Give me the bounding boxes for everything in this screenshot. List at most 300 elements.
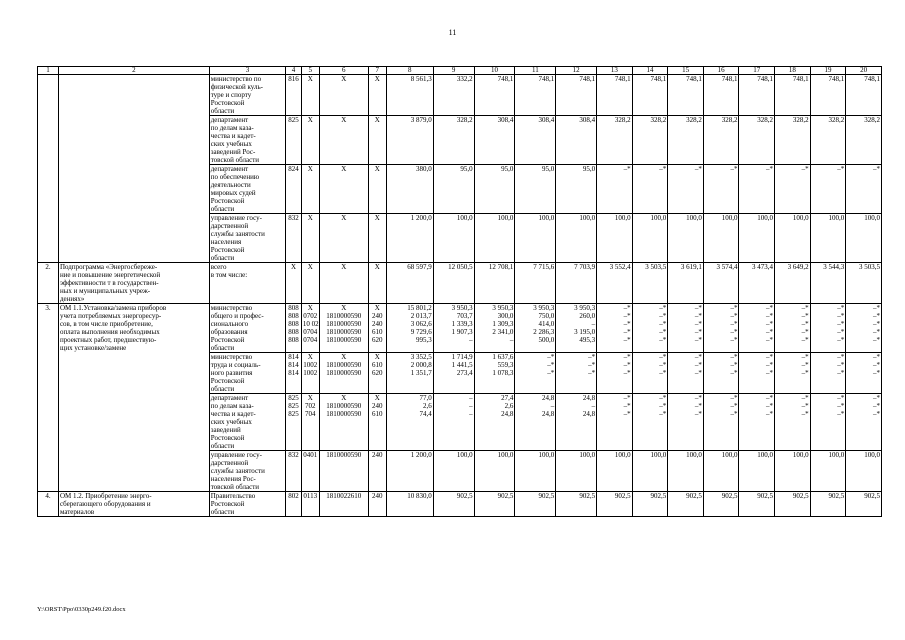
grbs-code-cell <box>286 394 302 451</box>
amount-cell <box>433 304 474 353</box>
amount-value: –* <box>801 320 809 328</box>
target-article-cell-line: 1810000590 <box>326 451 362 459</box>
amount-value: 100,0 <box>721 451 738 459</box>
executor-line: области <box>210 344 235 352</box>
amount-value: 902,5 <box>792 492 809 500</box>
amount-value: –* <box>623 394 631 402</box>
amount-cell <box>386 304 433 353</box>
target-article-cell <box>319 394 368 451</box>
amount-value: 100,0 <box>650 451 667 459</box>
grbs-code-cell-line: 808 <box>288 336 299 344</box>
target-article-cell-line: 1810000590 <box>326 328 362 336</box>
grbs-code-cell <box>286 353 302 394</box>
amount-cell <box>810 165 846 214</box>
amount-value: –* <box>766 312 774 320</box>
amount-value: 100,0 <box>497 451 514 459</box>
amount-cell <box>703 263 739 304</box>
table-row <box>38 75 882 116</box>
measure-name-line: Подпрограмма «Энергосбереже- <box>59 263 158 271</box>
section-code-cell-line: Х <box>307 394 313 402</box>
amount-cell <box>810 263 846 304</box>
amount-value: 328,2 <box>792 116 809 124</box>
amount-cell <box>775 263 811 304</box>
amount-value: 100,0 <box>497 214 514 222</box>
amount-cell <box>668 304 704 353</box>
column-number-cell: 13 <box>597 67 633 75</box>
amount-value: –* <box>837 336 845 344</box>
amount-value: –* <box>873 336 880 344</box>
amount-value: 748,1 <box>864 75 880 83</box>
amount-cell <box>556 304 597 353</box>
amount-cell <box>515 116 556 165</box>
executor-cell <box>209 451 285 492</box>
section-code-cell <box>301 492 319 517</box>
amount-value: 12 708,1 <box>488 263 514 271</box>
amount-value: 100,0 <box>614 451 631 459</box>
amount-cell <box>668 75 704 116</box>
expense-type-cell <box>368 75 386 116</box>
amount-value: 748,1 <box>792 75 809 83</box>
table-row <box>38 304 882 353</box>
amount-value: – <box>591 320 596 328</box>
executor-line: департамент <box>210 394 249 402</box>
amount-cell <box>703 304 739 353</box>
grbs-code-cell <box>286 116 302 165</box>
amount-value: –* <box>837 304 845 312</box>
measure-name-cell <box>58 304 209 492</box>
expense-type-cell-line: Х <box>374 75 380 83</box>
amount-value: 3 552,4 <box>609 263 631 271</box>
expense-type-cell-line: Х <box>374 353 380 361</box>
amount-cell <box>632 116 668 165</box>
amount-value: – <box>469 410 473 418</box>
executor-line: области <box>210 508 235 516</box>
amount-value: 3 503,5 <box>859 263 880 271</box>
amount-value: 2 000,8 <box>410 361 432 369</box>
amount-cell <box>556 214 597 263</box>
amount-value: 100,0 <box>757 214 774 222</box>
amount-cell <box>739 353 775 394</box>
amount-value: –* <box>873 369 880 377</box>
amount-value: 902,5 <box>721 492 738 500</box>
amount-value: –* <box>694 369 702 377</box>
amount-value: 1 637,6 <box>492 353 514 361</box>
amount-cell <box>474 263 515 304</box>
measure-name-line: ных и муниципальных учреж- <box>59 287 151 295</box>
expense-type-cell-line: 610 <box>372 361 383 369</box>
amount-cell <box>632 353 668 394</box>
amount-value: 24,8 <box>542 410 555 418</box>
amount-value: 328,2 <box>686 116 702 124</box>
amount-value: –* <box>623 165 631 173</box>
grbs-code-cell <box>286 263 302 304</box>
expense-type-cell <box>368 165 386 214</box>
amount-cell <box>810 304 846 353</box>
amount-cell <box>597 451 633 492</box>
column-number-cell: 12 <box>556 67 597 75</box>
amount-value: 100,0 <box>614 214 631 222</box>
grbs-code-cell-line: 832 <box>288 451 299 459</box>
column-number-cell: 5 <box>301 67 319 75</box>
amount-cell <box>556 492 597 517</box>
amount-value: 328,2 <box>721 116 738 124</box>
amount-value: 100,0 <box>579 214 596 222</box>
amount-value: 902,5 <box>538 492 555 500</box>
amount-value: 3 879,0 <box>410 116 432 124</box>
column-number-cell: 9 <box>433 67 474 75</box>
amount-cell <box>556 116 597 165</box>
expense-type-cell-line: 610 <box>372 410 383 418</box>
target-article-cell-line: Х <box>341 304 347 312</box>
amount-value: 750,0 <box>538 312 555 320</box>
amount-value: 7 715,6 <box>533 263 555 271</box>
amount-cell <box>668 353 704 394</box>
amount-cell <box>810 394 846 451</box>
expense-type-cell-line: 620 <box>372 369 383 377</box>
amount-value: 1 078,3 <box>492 369 514 377</box>
amount-value: 328,2 <box>757 116 774 124</box>
amount-cell <box>739 116 775 165</box>
section-code-cell-line: Х <box>307 75 313 83</box>
executor-line: по делам каза- <box>210 402 254 410</box>
amount-cell <box>515 263 556 304</box>
expense-type-cell <box>368 353 386 394</box>
section-code-cell-line: 702 <box>305 402 316 410</box>
amount-value: 2 013,7 <box>410 312 432 320</box>
amount-cell <box>556 75 597 116</box>
target-article-cell-line: 1810000590 <box>326 336 362 344</box>
executor-line: дарственной <box>210 459 249 467</box>
amount-value: 273,4 <box>456 369 473 377</box>
amount-cell <box>775 451 811 492</box>
executor-line: Ростовской <box>210 99 245 107</box>
section-code-cell <box>301 75 319 116</box>
amount-value: –* <box>694 328 702 336</box>
amount-value: –* <box>694 394 702 402</box>
grbs-code-cell <box>286 451 302 492</box>
amount-value: –* <box>694 336 702 344</box>
target-article-cell-line: Х <box>341 353 347 361</box>
amount-cell <box>810 492 846 517</box>
amount-cell <box>386 492 433 517</box>
expense-type-cell-line: Х <box>374 263 380 271</box>
amount-cell <box>810 451 846 492</box>
section-code-cell <box>301 214 319 263</box>
amount-value: –* <box>873 353 880 361</box>
amount-value: 3 619,1 <box>680 263 702 271</box>
amount-cell <box>632 394 668 451</box>
amount-value: 68 597,9 <box>407 263 432 271</box>
amount-cell <box>703 214 739 263</box>
target-article-cell-line: Х <box>341 75 347 83</box>
grbs-code-cell-line: 825 <box>288 402 299 410</box>
column-number-cell: 18 <box>775 67 811 75</box>
amount-value: 414,0 <box>538 320 555 328</box>
executor-line: Ростовской <box>210 336 245 344</box>
amount-value: 902,5 <box>497 492 514 500</box>
amount-value: –* <box>730 312 738 320</box>
amount-cell <box>775 116 811 165</box>
amount-value: 24,8 <box>582 410 596 418</box>
amount-cell <box>739 75 775 116</box>
amount-value: –* <box>801 361 809 369</box>
amount-value: –* <box>547 361 555 369</box>
amount-value: 3 062,6 <box>410 320 432 328</box>
target-article-cell-line: Х <box>341 214 347 222</box>
amount-cell <box>703 75 739 116</box>
amount-value: 100,0 <box>650 214 667 222</box>
amount-cell <box>515 75 556 116</box>
amount-value: –* <box>873 328 880 336</box>
amount-value: 3 195,0 <box>574 328 596 336</box>
amount-cell <box>739 263 775 304</box>
measure-name-line: щих установке/замене <box>59 344 127 352</box>
amount-value: 902,5 <box>614 492 631 500</box>
target-article-cell-line: 1810000590 <box>326 361 362 369</box>
target-article-cell-line: Х <box>341 116 347 124</box>
expense-type-cell-line: Х <box>374 304 380 312</box>
section-code-cell-line: 0702 <box>303 312 318 320</box>
amount-value: –* <box>659 320 667 328</box>
amount-value: –* <box>837 369 845 377</box>
amount-value: –* <box>766 369 774 377</box>
amount-value: –* <box>730 369 738 377</box>
amount-value: –* <box>766 361 774 369</box>
amount-value: –* <box>766 394 774 402</box>
amount-value: 332,2 <box>456 75 473 83</box>
amount-cell <box>846 214 882 263</box>
executor-line: Правительство <box>210 492 256 500</box>
target-article-cell <box>319 451 368 492</box>
amount-cell <box>515 353 556 394</box>
amount-cell <box>433 394 474 451</box>
amount-value: 95,0 <box>501 165 514 173</box>
amount-cell <box>556 451 597 492</box>
executor-line: чества и кадет- <box>210 410 256 418</box>
amount-cell <box>474 394 515 451</box>
amount-value: –* <box>659 353 667 361</box>
amount-value: 3 950,3 <box>533 304 555 312</box>
expense-type-cell-line: 240 <box>372 451 383 459</box>
amount-cell <box>668 116 704 165</box>
amount-value: –* <box>873 304 880 312</box>
measure-name-line: ние и повышение энергетической <box>59 271 161 279</box>
amount-value: –* <box>801 402 809 410</box>
column-number-cell: 15 <box>668 67 704 75</box>
column-number-cell: 19 <box>810 67 846 75</box>
executor-line: Ростовской <box>210 434 245 442</box>
executor-cell <box>209 165 285 214</box>
amount-value: –* <box>766 320 774 328</box>
amount-value: 902,5 <box>828 492 845 500</box>
grbs-code-cell <box>286 492 302 517</box>
amount-value: 95,0 <box>582 165 596 173</box>
amount-value: –* <box>730 394 738 402</box>
executor-line: области <box>210 254 235 262</box>
measure-name-line: сберегающего оборудования и <box>59 500 151 508</box>
executor-line: общего и профес- <box>210 312 264 320</box>
amount-cell <box>668 165 704 214</box>
amount-cell <box>739 165 775 214</box>
amount-cell <box>632 492 668 517</box>
target-article-cell-line: 1810000590 <box>326 320 362 328</box>
amount-value: 3 503,5 <box>645 263 667 271</box>
executor-line: министерство по <box>210 75 262 83</box>
column-number-cell: 6 <box>319 67 368 75</box>
amount-cell <box>632 263 668 304</box>
amount-value: –* <box>588 353 596 361</box>
executor-line: сионального <box>210 320 249 328</box>
amount-cell <box>597 394 633 451</box>
amount-value: –* <box>730 361 738 369</box>
amount-value: 100,0 <box>686 451 702 459</box>
amount-value: –* <box>659 402 667 410</box>
amount-value: 328,2 <box>614 116 631 124</box>
column-number-cell: 17 <box>739 67 775 75</box>
amount-value: –* <box>694 320 702 328</box>
executor-line: ских учебных <box>210 418 252 426</box>
amount-cell <box>474 75 515 116</box>
measure-name-line: учета потребляемых энергоресур- <box>59 312 162 320</box>
grbs-code-cell-line: 825 <box>288 410 299 418</box>
amount-value: –* <box>837 353 845 361</box>
amount-value: –* <box>873 312 880 320</box>
amount-cell <box>433 214 474 263</box>
target-article-cell-line: Х <box>341 263 347 271</box>
expense-type-cell <box>368 214 386 263</box>
amount-cell <box>703 116 739 165</box>
expense-type-cell-line: 240 <box>372 320 383 328</box>
amount-cell <box>739 304 775 353</box>
amount-value: 300,0 <box>497 312 514 320</box>
measure-name-line: эффективности т в государствен- <box>59 279 159 287</box>
amount-value: 748,1 <box>650 75 667 83</box>
section-code-cell <box>301 116 319 165</box>
amount-value: 100,0 <box>721 214 738 222</box>
amount-value: –* <box>659 394 667 402</box>
amount-value: 902,5 <box>456 492 473 500</box>
amount-value: 748,1 <box>497 75 514 83</box>
executor-line: заведений <box>210 426 241 434</box>
amount-value: –* <box>694 361 702 369</box>
grbs-code-cell-line: 816 <box>288 75 299 83</box>
amount-value: 902,5 <box>579 492 596 500</box>
amount-cell <box>597 263 633 304</box>
amount-cell <box>597 75 633 116</box>
amount-cell <box>556 394 597 451</box>
amount-value: –* <box>801 328 809 336</box>
amount-value: –* <box>694 353 702 361</box>
amount-cell <box>474 304 515 353</box>
amount-cell <box>668 214 704 263</box>
amount-cell <box>846 116 882 165</box>
amount-value: – <box>469 394 473 402</box>
executor-line: ских учебных <box>210 140 252 148</box>
amount-cell <box>703 353 739 394</box>
amount-value: –* <box>694 312 702 320</box>
section-code-cell-line: Х <box>307 165 313 173</box>
amount-cell <box>386 451 433 492</box>
executor-line: по обеспечению <box>210 173 260 181</box>
amount-cell <box>474 492 515 517</box>
amount-value: –* <box>659 312 667 320</box>
amount-cell <box>515 304 556 353</box>
section-code-cell-line: 0401 <box>303 451 318 459</box>
target-article-cell <box>319 165 368 214</box>
amount-value: 100,0 <box>792 451 809 459</box>
amount-value: –* <box>730 328 738 336</box>
amount-value: –* <box>801 304 809 312</box>
expense-type-cell-line: 610 <box>372 328 383 336</box>
section-code-cell-line: Х <box>307 214 313 222</box>
amount-value: 7 703,9 <box>574 263 596 271</box>
executor-line: мировых судей <box>210 189 256 197</box>
column-number-cell: 8 <box>386 67 433 75</box>
target-article-cell <box>319 116 368 165</box>
amount-cell <box>556 353 597 394</box>
amount-value: 748,1 <box>828 75 845 83</box>
amount-value: 77,0 <box>419 394 432 402</box>
amount-value: 1 907,3 <box>451 328 473 336</box>
section-code-cell-line: Х <box>307 116 313 124</box>
column-number-cell: 2 <box>58 67 209 75</box>
executor-line: области <box>210 442 235 450</box>
expense-type-cell-line: 620 <box>372 336 383 344</box>
amount-cell <box>433 353 474 394</box>
target-article-cell-line: 1810022610 <box>326 492 362 500</box>
amount-value: 1 309,3 <box>492 320 514 328</box>
amount-value: 3 574,4 <box>716 263 738 271</box>
amount-value: –* <box>694 304 702 312</box>
amount-value: –* <box>659 165 667 173</box>
target-article-cell <box>319 75 368 116</box>
amount-value: –* <box>837 328 845 336</box>
measure-name-line: проектных работ, предшествую- <box>59 336 157 344</box>
amount-value: 100,0 <box>828 214 845 222</box>
amount-value: – <box>469 402 473 410</box>
target-article-cell-line: 1810000590 <box>326 410 362 418</box>
expense-type-cell-line: 240 <box>372 312 383 320</box>
amount-cell <box>632 214 668 263</box>
executor-line: товской области <box>210 483 259 491</box>
amount-cell <box>846 492 882 517</box>
amount-value: –* <box>730 410 738 418</box>
target-article-cell-line: Х <box>341 394 347 402</box>
amount-cell <box>846 165 882 214</box>
expense-type-cell <box>368 451 386 492</box>
amount-value: 748,1 <box>721 75 738 83</box>
amount-cell <box>515 214 556 263</box>
target-article-cell-line: 1810000590 <box>326 312 362 320</box>
expense-type-cell <box>368 263 386 304</box>
amount-value: –* <box>659 410 667 418</box>
amount-value: –* <box>659 336 667 344</box>
amount-cell <box>739 451 775 492</box>
expense-type-cell-line: 240 <box>372 492 383 500</box>
executor-line: образования <box>210 328 248 336</box>
amount-cell <box>597 492 633 517</box>
amount-cell <box>775 165 811 214</box>
amount-value: –* <box>623 320 631 328</box>
amount-value: –* <box>588 369 596 377</box>
executor-line: министерство <box>210 353 253 361</box>
amount-value: – <box>509 336 514 344</box>
amount-cell <box>846 263 882 304</box>
amount-cell <box>474 116 515 165</box>
executor-line: Ростовской <box>210 246 245 254</box>
amount-value: –* <box>730 304 738 312</box>
target-article-cell <box>319 492 368 517</box>
